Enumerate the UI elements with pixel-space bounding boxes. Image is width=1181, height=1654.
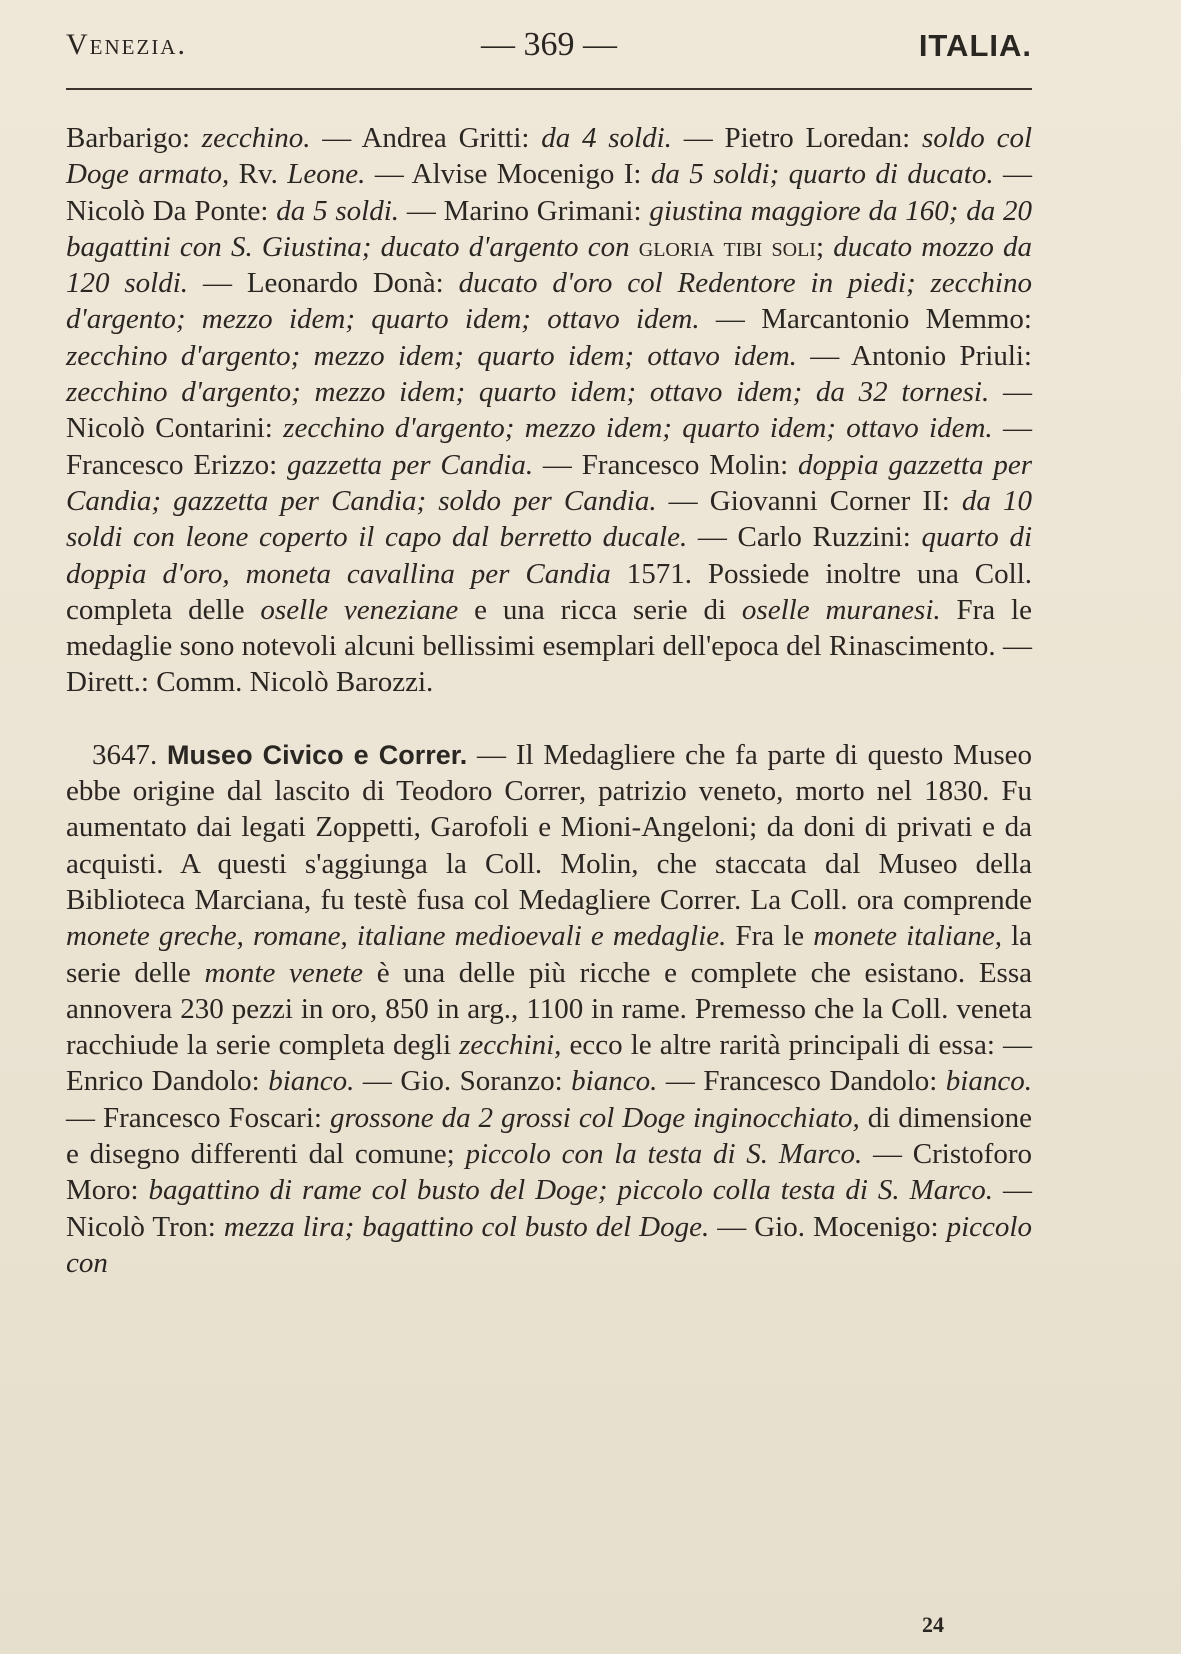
header-rule — [66, 88, 1032, 90]
text-run — [630, 231, 639, 263]
text-run: — Il Medagliere che fa parte di questo Museo ebbe origine dal lascito di Teodoro Correr, patrizio veneto, morto nel 1830. Fu aumentato dai legati Zoppetti, Garofoli e Mioni-Angeloni; da doni di privati e da acquisti. A questi s'aggiunga la Coll. Molin, che staccata dal Museo della Biblioteca Marciana, fu testè fusa col Medagliere Correr. La Coll. ora comprende — [66, 738, 1033, 916]
text-run: ducato mozzo da 120 soldi. — [66, 230, 1032, 300]
text-run: la serie delle — [66, 920, 1032, 989]
text-run: monete greche, romane, italiane medioevali e medaglie. — [66, 920, 727, 953]
text-run: 1571. Possiede inoltre una Coll. completa delle — [66, 557, 1032, 626]
text-run: — Nicolò Da Ponte: — [66, 158, 1032, 227]
text-run: piccolo con — [66, 1210, 1032, 1279]
text-run: ; — [815, 230, 834, 263]
text-run: soldo col Doge armato, — [66, 122, 1033, 191]
text-run: — Francesco Molin: — [533, 448, 799, 481]
text-run: zecchino d'argento; mezzo idem; quarto idem; ottavo idem. — [283, 412, 993, 445]
text-run: zecchino. — [201, 122, 311, 154]
text-run: bianco. — [945, 1065, 1032, 1098]
text-run: Leone. — [287, 158, 366, 191]
text-run: Fra le medaglie sono notevoli alcuni bellissimi esemplari dell'epoca del Rinascimento. — Dirett.: Comm. Nicolò Barozzi. — [66, 593, 1032, 699]
body-text — [66, 120, 1032, 1281]
text-run: da 5 soldi. — [276, 194, 400, 227]
text-run: — Marcantonio Memmo: — [699, 303, 1032, 336]
text-run: — Alvise Mocenigo I: — [365, 158, 651, 191]
text-run: zecchino d'argento; mezzo idem; quarto idem; ottavo idem. — [66, 339, 797, 372]
text-run: — Cristoforo Moro: — [66, 1138, 1033, 1207]
text-run: gloria tibi soli — [638, 230, 816, 263]
text-run: piccolo con la testa di S. Marco. — [465, 1138, 863, 1171]
text-run: grossone da 2 grossi col Doge inginocchiato, — [329, 1101, 860, 1134]
paragraph-venice-coins — [66, 120, 1032, 701]
text-run: — Antonio Priuli: — [796, 339, 1032, 372]
text-run: mezza lira; bagattino col busto del Doge. — [223, 1210, 710, 1243]
running-head — [66, 22, 1032, 82]
text-run: ducato d'oro col Redentore in piedi; zecchino d'argento; mezzo idem; quarto idem; ottavo idem. — [66, 267, 1032, 336]
text-run: oselle muranesi. — [741, 593, 941, 626]
text-run: Fra le — [726, 920, 814, 953]
text-run: ecco le altre rarità principali di essa: — Enrico Dandolo: — [66, 1029, 1032, 1098]
text-run: — Francesco Erizzo: — [66, 412, 1032, 481]
running-head-country: ITALIA. — [918, 28, 1032, 63]
text-run: di dimensione e disegno differenti dal comune; — [66, 1101, 1032, 1171]
text-run: e una ricca serie di — [458, 593, 742, 626]
text-run: zecchino d'argento; mezzo idem; quarto idem; ottavo idem; da 32 tornesi. — [66, 376, 990, 409]
signature-mark: 24 — [922, 1612, 944, 1637]
text-run: è una delle più ricche e complete che esistano. Essa annovera 230 pezzi in oro, 850 in arg., 1100 in rame. Premesso che la Coll. veneta racchiude la serie completa degli — [66, 956, 1032, 1062]
text-run: 3647. — [92, 738, 168, 771]
text-run: — Nicolò Contarini: — [66, 376, 1032, 445]
running-head-place: Venezia. — [66, 28, 187, 61]
text-run: — Giovanni Corner II: — [656, 484, 962, 517]
text-run: da 4 soldi. — [541, 122, 672, 154]
text-run: — Andrea Gritti: — [310, 122, 542, 154]
text-run: Rv. — [229, 158, 288, 191]
text-run: bagattino di rame col busto del Doge; piccolo colla testa di S. Marco. — [148, 1174, 994, 1207]
text-run: monete italiane, — [813, 920, 1002, 953]
text-run: Museo Civico e Correr. — [167, 739, 468, 770]
paragraph-museo-correr — [66, 737, 1032, 1281]
text-run: — Nicolò Tron: — [66, 1174, 1032, 1243]
text-run: Barbarigo: — [66, 122, 202, 154]
text-run: zecchini, — [459, 1029, 562, 1062]
text-run: giustina maggiore da 160; da 20 bagattini con S. Giustina; ducato d'argento con — [66, 194, 1033, 263]
text-run: quarto di doppia d'oro, moneta cavallina per Candia — [66, 521, 1033, 590]
text-run: monte venete — [204, 956, 364, 989]
text-run: — Carlo Ruzzini: — [687, 521, 922, 554]
text-run: doppia gazzetta per Candia; gazzetta per Candia; soldo per Candia. — [66, 448, 1032, 517]
text-run: — Leonardo Donà: — [188, 267, 459, 300]
text-run: — Francesco Dandolo: — [657, 1065, 946, 1098]
text-run: bianco. — [571, 1065, 658, 1098]
text-run: gazzetta per Candia. — [287, 448, 534, 481]
page-number: — 369 — — [481, 26, 617, 63]
text-run: — Gio. Mocenigo: — [709, 1210, 947, 1243]
text-run: — Gio. Soranzo: — [354, 1065, 572, 1098]
text-run: — Pietro Loredan: — [671, 122, 922, 154]
text-run: oselle veneziane — [260, 593, 459, 626]
text-run: da 5 soldi; quarto di ducato. — [650, 158, 994, 191]
text-run: da 10 soldi con leone coperto il capo dal berretto ducale. — [66, 484, 1033, 554]
text-run: — Marino Grimani: — [399, 194, 650, 227]
text-run: bianco. — [268, 1065, 355, 1098]
text-run: — Francesco Foscari: — [66, 1101, 330, 1134]
